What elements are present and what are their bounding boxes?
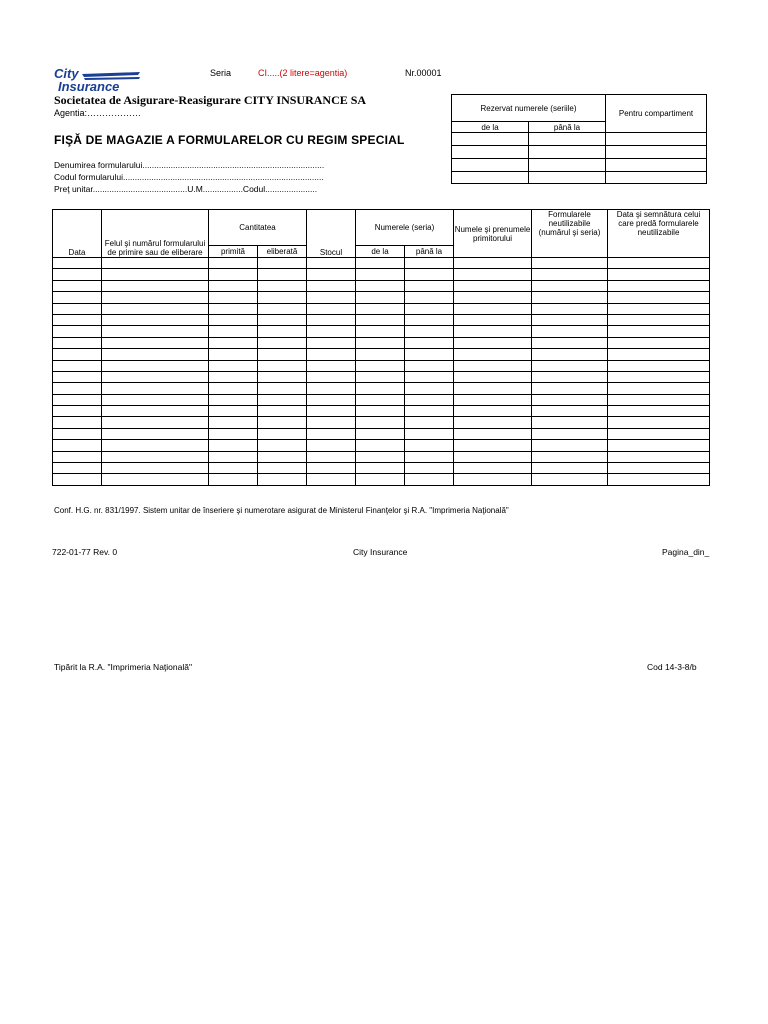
table-cell[interactable] — [532, 269, 608, 280]
table-cell[interactable] — [532, 349, 608, 360]
reserved-numbers-table — [451, 94, 707, 184]
reserved-cell[interactable] — [529, 133, 606, 146]
table-cell[interactable] — [258, 360, 307, 371]
table-cell[interactable] — [307, 463, 356, 474]
document-code: 722-01-77 Rev. 0 — [52, 547, 118, 557]
table-cell[interactable] — [307, 326, 356, 337]
table-cell[interactable] — [454, 394, 532, 405]
table-cell[interactable] — [405, 303, 454, 314]
table-cell[interactable] — [307, 269, 356, 280]
table-cell[interactable] — [258, 440, 307, 451]
table-cell[interactable] — [209, 337, 258, 348]
table-cell[interactable] — [53, 303, 102, 314]
table-cell[interactable] — [307, 292, 356, 303]
table-cell[interactable] — [53, 394, 102, 405]
table-row — [53, 463, 710, 474]
table-cell[interactable] — [454, 371, 532, 382]
table-cell[interactable] — [307, 474, 356, 485]
table-cell[interactable] — [102, 428, 209, 439]
reserved-cell[interactable] — [452, 172, 529, 184]
table-cell[interactable] — [258, 326, 307, 337]
document-number: Nr.00001 — [405, 68, 442, 78]
table-cell[interactable] — [356, 258, 405, 269]
table-cell[interactable] — [307, 383, 356, 394]
table-cell[interactable] — [532, 303, 608, 314]
reserved-cell[interactable] — [452, 146, 529, 159]
table-cell[interactable] — [454, 303, 532, 314]
table-cell[interactable] — [608, 360, 710, 371]
table-cell[interactable] — [53, 258, 102, 269]
table-cell[interactable] — [209, 326, 258, 337]
table-cell[interactable] — [532, 337, 608, 348]
table-cell[interactable] — [258, 371, 307, 382]
reserved-cell[interactable] — [529, 146, 606, 159]
table-cell[interactable] — [53, 280, 102, 291]
table-cell[interactable] — [608, 280, 710, 291]
table-cell[interactable] — [258, 314, 307, 325]
reserved-cell[interactable] — [606, 133, 707, 146]
table-row — [53, 326, 710, 337]
table-row — [53, 417, 710, 428]
table-cell[interactable] — [209, 394, 258, 405]
table-cell[interactable] — [532, 394, 608, 405]
table-cell[interactable] — [608, 383, 710, 394]
table-cell[interactable] — [454, 280, 532, 291]
table-cell[interactable] — [209, 463, 258, 474]
table-cell[interactable] — [405, 474, 454, 485]
reserved-cell[interactable] — [452, 159, 529, 172]
reserved-cell[interactable] — [606, 159, 707, 172]
table-cell[interactable] — [258, 474, 307, 485]
table-cell[interactable] — [209, 417, 258, 428]
table-cell[interactable] — [53, 314, 102, 325]
table-cell[interactable] — [532, 440, 608, 451]
table-cell[interactable] — [102, 463, 209, 474]
inventory-table — [52, 209, 710, 486]
table-cell[interactable] — [532, 280, 608, 291]
col-numele-header: Numele şi prenumele primitorului — [454, 210, 532, 258]
table-cell[interactable] — [307, 417, 356, 428]
table-cell[interactable] — [532, 371, 608, 382]
table-cell[interactable] — [405, 326, 454, 337]
table-cell[interactable] — [356, 451, 405, 462]
table-cell[interactable] — [608, 326, 710, 337]
table-cell[interactable] — [608, 417, 710, 428]
table-cell[interactable] — [102, 383, 209, 394]
table-row — [53, 474, 710, 485]
table-cell[interactable] — [102, 314, 209, 325]
table-cell[interactable] — [209, 440, 258, 451]
table-cell[interactable] — [209, 428, 258, 439]
table-cell[interactable] — [102, 474, 209, 485]
table-cell[interactable] — [356, 383, 405, 394]
pret-field: Preţ unitar........................................U.M.................Codul...................... — [54, 184, 318, 194]
table-cell[interactable] — [405, 360, 454, 371]
table-cell[interactable] — [53, 417, 102, 428]
table-cell[interactable] — [532, 326, 608, 337]
table-cell[interactable] — [608, 292, 710, 303]
table-cell[interactable] — [532, 383, 608, 394]
col-pana-la-header: până la — [405, 246, 454, 258]
reserved-cell[interactable] — [606, 172, 707, 184]
table-cell[interactable] — [454, 428, 532, 439]
table-cell[interactable] — [102, 394, 209, 405]
table-cell[interactable] — [258, 349, 307, 360]
table-cell[interactable] — [356, 428, 405, 439]
table-cell[interactable] — [356, 406, 405, 417]
table-cell[interactable] — [209, 383, 258, 394]
footer-company: City Insurance — [353, 547, 408, 557]
table-cell[interactable] — [608, 406, 710, 417]
table-cell[interactable] — [608, 451, 710, 462]
table-row — [53, 440, 710, 451]
table-cell[interactable] — [356, 292, 405, 303]
table-cell[interactable] — [53, 349, 102, 360]
table-row — [53, 280, 710, 291]
table-row — [53, 269, 710, 280]
page-number: Pagina_din_ — [662, 547, 710, 557]
reserved-header: Rezervat numerele (seriile) — [452, 95, 606, 122]
conformity-note: Conf. H.G. nr. 831/1997. Sistem unitar de înseriere şi numerotare asigurat de Ministerul Finanţelor şi R.A. "Imprimeria Naţională" — [54, 506, 509, 515]
table-cell[interactable] — [454, 406, 532, 417]
reserved-cell[interactable] — [606, 146, 707, 159]
table-cell[interactable] — [608, 463, 710, 474]
table-cell[interactable] — [307, 258, 356, 269]
table-cell[interactable] — [405, 440, 454, 451]
table-cell[interactable] — [102, 280, 209, 291]
table-cell[interactable] — [53, 337, 102, 348]
table-cell[interactable] — [454, 440, 532, 451]
table-cell[interactable] — [405, 383, 454, 394]
table-cell[interactable] — [307, 451, 356, 462]
col-felul-header: Felul şi numărul formularului de primire sau de eliberare — [102, 210, 209, 258]
table-row — [53, 337, 710, 348]
table-cell[interactable] — [307, 394, 356, 405]
table-row — [53, 383, 710, 394]
table-cell[interactable] — [405, 371, 454, 382]
svg-text:City: City — [54, 66, 79, 81]
table-cell[interactable] — [405, 428, 454, 439]
table-cell[interactable] — [307, 303, 356, 314]
table-cell[interactable] — [53, 474, 102, 485]
table-cell[interactable] — [356, 417, 405, 428]
table-cell[interactable] — [608, 428, 710, 439]
table-cell[interactable] — [307, 349, 356, 360]
table-cell[interactable] — [405, 451, 454, 462]
col-numerele-header: Numerele (seria) — [356, 210, 454, 246]
table-cell[interactable] — [454, 292, 532, 303]
table-cell[interactable] — [102, 292, 209, 303]
table-cell[interactable] — [532, 474, 608, 485]
table-cell[interactable] — [356, 349, 405, 360]
table-cell[interactable] — [209, 474, 258, 485]
table-cell[interactable] — [102, 451, 209, 462]
table-cell[interactable] — [53, 428, 102, 439]
table-cell[interactable] — [405, 280, 454, 291]
table-cell[interactable] — [356, 394, 405, 405]
table-cell[interactable] — [532, 406, 608, 417]
table-cell[interactable] — [608, 394, 710, 405]
table-cell[interactable] — [53, 463, 102, 474]
compartiment-header: Pentru compartiment — [606, 95, 707, 133]
table-row — [53, 303, 710, 314]
table-cell[interactable] — [356, 463, 405, 474]
table-cell[interactable] — [307, 371, 356, 382]
table-cell[interactable] — [209, 451, 258, 462]
table-cell[interactable] — [532, 451, 608, 462]
denumire-field: Denumirea formularului............................................................................. — [54, 160, 325, 170]
table-cell[interactable] — [307, 337, 356, 348]
table-row — [53, 406, 710, 417]
table-cell[interactable] — [209, 269, 258, 280]
col-formulare-header: Formularele neutilizabile (numărul şi seria) — [532, 210, 608, 258]
table-cell[interactable] — [608, 269, 710, 280]
table-cell[interactable] — [405, 258, 454, 269]
table-cell[interactable] — [102, 269, 209, 280]
col-cantitatea-header: Cantitatea — [209, 210, 307, 246]
reserved-to-header: până la — [529, 122, 606, 133]
table-cell[interactable] — [53, 292, 102, 303]
col-eliberata-header: eliberată — [258, 246, 307, 258]
table-cell[interactable] — [405, 314, 454, 325]
table-cell[interactable] — [608, 371, 710, 382]
table-cell[interactable] — [307, 428, 356, 439]
table-cell[interactable] — [53, 440, 102, 451]
table-cell[interactable] — [356, 314, 405, 325]
table-cell[interactable] — [356, 337, 405, 348]
table-cell[interactable] — [454, 417, 532, 428]
reserved-cell[interactable] — [452, 133, 529, 146]
table-cell[interactable] — [258, 394, 307, 405]
table-cell[interactable] — [53, 269, 102, 280]
table-cell[interactable] — [608, 474, 710, 485]
page-title: FIŞĂ DE MAGAZIE A FORMULARELOR CU REGIM SPECIAL — [54, 133, 405, 147]
table-cell[interactable] — [307, 406, 356, 417]
table-cell[interactable] — [405, 269, 454, 280]
table-cell[interactable] — [258, 451, 307, 462]
table-cell[interactable] — [532, 417, 608, 428]
table-row — [53, 371, 710, 382]
table-row — [53, 394, 710, 405]
table-cell[interactable] — [209, 258, 258, 269]
table-cell[interactable] — [532, 360, 608, 371]
table-cell[interactable] — [608, 314, 710, 325]
table-cell[interactable] — [258, 428, 307, 439]
table-cell[interactable] — [258, 292, 307, 303]
table-cell[interactable] — [307, 314, 356, 325]
table-cell[interactable] — [454, 451, 532, 462]
table-cell[interactable] — [102, 303, 209, 314]
table-cell[interactable] — [356, 360, 405, 371]
form-code: Cod 14-3-8/b — [647, 662, 697, 672]
seria-value: CI.....(2 litere=agentia) — [258, 68, 348, 78]
table-cell[interactable] — [608, 258, 710, 269]
table-row — [53, 360, 710, 371]
table-cell[interactable] — [258, 463, 307, 474]
table-cell[interactable] — [356, 326, 405, 337]
svg-text:Insurance: Insurance — [58, 79, 120, 94]
table-cell[interactable] — [209, 280, 258, 291]
table-cell[interactable] — [454, 269, 532, 280]
table-cell[interactable] — [356, 474, 405, 485]
table-cell[interactable] — [405, 406, 454, 417]
table-cell[interactable] — [102, 360, 209, 371]
agentia-field: Agentia:……………… — [54, 108, 142, 118]
table-cell[interactable] — [356, 280, 405, 291]
table-cell[interactable] — [102, 417, 209, 428]
table-cell[interactable] — [209, 292, 258, 303]
table-cell[interactable] — [258, 337, 307, 348]
table-cell[interactable] — [356, 269, 405, 280]
table-cell[interactable] — [209, 360, 258, 371]
reserved-from-header: de la — [452, 122, 529, 133]
table-cell[interactable] — [405, 417, 454, 428]
table-cell[interactable] — [532, 428, 608, 439]
col-stocul-header: Stocul — [307, 210, 356, 258]
table-cell[interactable] — [608, 337, 710, 348]
table-cell[interactable] — [258, 258, 307, 269]
table-cell[interactable] — [307, 440, 356, 451]
city-insurance-logo — [52, 66, 142, 94]
col-data-header: Data — [53, 210, 102, 258]
table-row — [53, 349, 710, 360]
company-name: Societatea de Asigurare-Reasigurare CITY INSURANCE SA — [54, 93, 367, 107]
table-cell[interactable] — [454, 383, 532, 394]
table-cell[interactable] — [307, 360, 356, 371]
reserved-cell[interactable] — [529, 172, 606, 184]
table-cell[interactable] — [405, 349, 454, 360]
table-cell[interactable] — [307, 280, 356, 291]
table-cell[interactable] — [532, 463, 608, 474]
table-cell[interactable] — [532, 258, 608, 269]
table-cell[interactable] — [454, 349, 532, 360]
table-row — [53, 451, 710, 462]
table-cell[interactable] — [454, 474, 532, 485]
table-cell[interactable] — [532, 314, 608, 325]
table-cell[interactable] — [532, 292, 608, 303]
table-cell[interactable] — [454, 463, 532, 474]
table-cell[interactable] — [53, 360, 102, 371]
table-cell[interactable] — [102, 337, 209, 348]
table-cell[interactable] — [356, 371, 405, 382]
table-cell[interactable] — [258, 383, 307, 394]
table-cell[interactable] — [454, 326, 532, 337]
table-cell[interactable] — [608, 349, 710, 360]
reserved-cell[interactable] — [529, 159, 606, 172]
seria-label: Seria — [210, 68, 232, 78]
table-cell[interactable] — [53, 371, 102, 382]
table-cell[interactable] — [209, 303, 258, 314]
table-cell[interactable] — [454, 337, 532, 348]
table-cell[interactable] — [454, 314, 532, 325]
table-cell[interactable] — [405, 394, 454, 405]
table-cell[interactable] — [405, 292, 454, 303]
table-cell[interactable] — [454, 258, 532, 269]
table-cell[interactable] — [102, 326, 209, 337]
table-row — [53, 292, 710, 303]
table-cell[interactable] — [209, 349, 258, 360]
table-cell[interactable] — [102, 371, 209, 382]
col-data-semnatura-header: Data şi semnătura celui care predă formularele neutilizabile — [608, 210, 710, 258]
table-cell[interactable] — [258, 417, 307, 428]
table-cell[interactable] — [209, 371, 258, 382]
table-cell[interactable] — [53, 383, 102, 394]
table-cell[interactable] — [258, 303, 307, 314]
table-cell[interactable] — [258, 406, 307, 417]
table-cell[interactable] — [405, 463, 454, 474]
table-cell[interactable] — [608, 303, 710, 314]
table-cell[interactable] — [209, 314, 258, 325]
table-row — [53, 428, 710, 439]
table-cell[interactable] — [102, 440, 209, 451]
printed-at: Tipărit la R.A. "Imprimeria Naţională" — [54, 662, 192, 672]
table-cell[interactable] — [102, 406, 209, 417]
table-cell[interactable] — [405, 337, 454, 348]
table-cell[interactable] — [258, 269, 307, 280]
codul-field: Codul formularului..................................................................................... — [54, 172, 324, 182]
table-cell[interactable] — [356, 303, 405, 314]
col-de-la-header: de la — [356, 246, 405, 258]
table-cell[interactable] — [258, 280, 307, 291]
table-cell[interactable] — [53, 406, 102, 417]
table-cell[interactable] — [356, 440, 405, 451]
table-cell[interactable] — [102, 349, 209, 360]
table-row — [53, 258, 710, 269]
table-cell[interactable] — [209, 406, 258, 417]
table-cell[interactable] — [102, 258, 209, 269]
table-cell[interactable] — [53, 326, 102, 337]
table-cell[interactable] — [608, 440, 710, 451]
table-cell[interactable] — [53, 451, 102, 462]
table-cell[interactable] — [454, 360, 532, 371]
col-primita-header: primită — [209, 246, 258, 258]
table-row — [53, 314, 710, 325]
